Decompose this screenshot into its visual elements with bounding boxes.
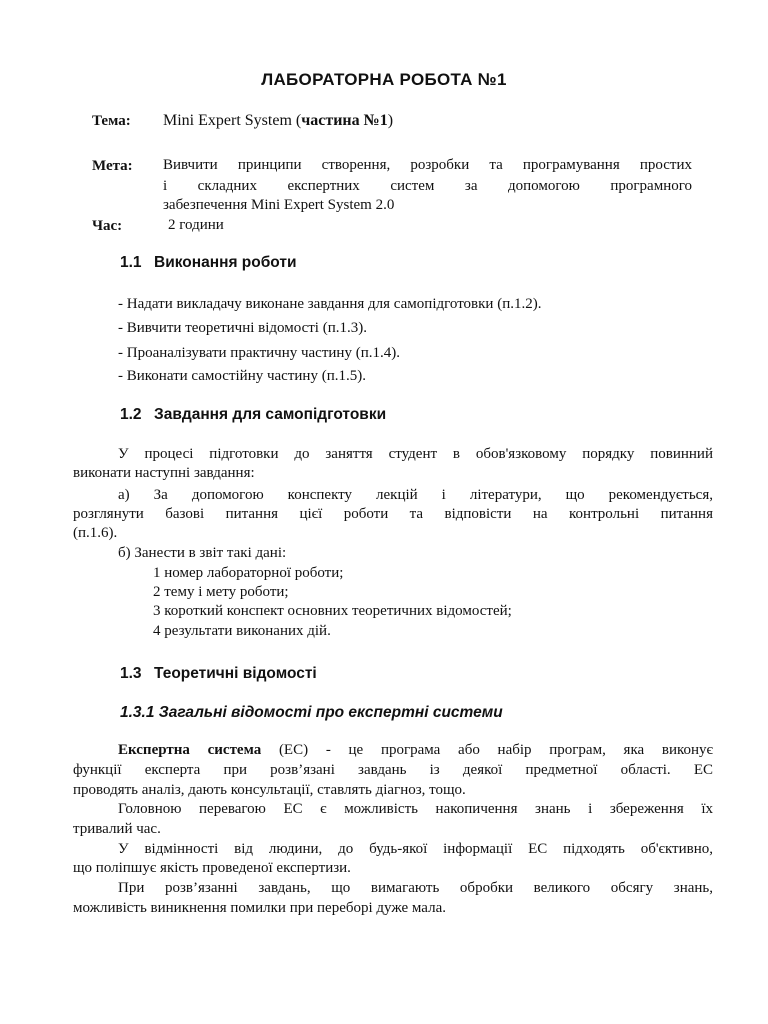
section-1-2-number: 1.2: [120, 406, 142, 423]
p4-line-2: можливість виникнення помилки при переборі дуже мала.: [73, 900, 446, 916]
section-1-1-number: 1.1: [120, 254, 142, 271]
tema-value-end: ): [387, 112, 394, 129]
list-item: - Проаналізувати практичну частину (п.1.4).: [118, 345, 400, 361]
chas-value: 2 години: [168, 217, 224, 233]
section-1-3-number: 1.3: [120, 665, 142, 682]
meta-line-3: забезпечення Mini Expert System 2.0: [163, 197, 395, 213]
section-1-1-heading: [120, 254, 297, 272]
list-item: - Вивчити теоретичні відомості (п.1.3).: [118, 320, 367, 336]
meta-label: Мета:: [92, 158, 133, 174]
term-expert-system: Експертна система: [118, 742, 262, 758]
list-item: 3 короткий конспект основних теоретичних відомостей;: [153, 603, 512, 619]
tema-value-normal: Mini Expert System (: [163, 112, 302, 129]
list-item: 1 номер лабораторної роботи;: [153, 565, 344, 581]
section-1-2-intro-line-2: виконати наступні завдання:: [73, 465, 255, 481]
list-item: 4 результати виконаних дій.: [153, 623, 331, 639]
p3-line-2: що поліпшує якість проведеної експертизи.: [73, 860, 351, 876]
section-1-3-heading: [120, 665, 317, 683]
p1-line-2: функції експерта при розв’язані завдань із деякої предметної області. ЕС: [73, 762, 713, 778]
meta-line-2: і складних експертних систем за допомогою програмного: [163, 178, 692, 194]
section-1-2-intro-line-1: У процесі підготовки до заняття студент в обов'язковому порядку повинний: [118, 446, 713, 462]
p4-line-1: При розв’язанні завдань, що вимагають обробки великого обсягу знань,: [118, 880, 713, 896]
p2-line-1: Головною перевагою ЕС є можливість накопичення знань і збереження їх: [118, 801, 713, 817]
list-item: - Виконати самостійну частину (п.1.5).: [118, 368, 366, 384]
section-1-2-heading: [120, 406, 386, 424]
meta-line-1: Вивчити принципи створення, розробки та програмування простих: [163, 157, 692, 173]
item-a-line-3: (п.1.6).: [73, 525, 118, 541]
p1-line-3: проводять аналіз, дають консультації, ставлять діагноз, тощо.: [73, 782, 466, 798]
section-1-3-title: Теоретичні відомості: [154, 665, 317, 682]
section-1-1-title: Виконання роботи: [154, 254, 297, 271]
list-item: 2 тему і мету роботи;: [153, 584, 289, 600]
tema-value: [163, 112, 393, 130]
section-1-3-1-heading: 1.3.1 Загальні відомості про експертні системи: [120, 704, 503, 721]
p3-line-1: У відмінності від людини, до будь-якої інформації ЕС підходять об'єктивно,: [118, 841, 713, 857]
list-item: - Надати викладачу виконане завдання для самопідготовки (п.1.2).: [118, 296, 542, 312]
p1-line-1: [118, 742, 713, 759]
section-1-2-title: Завдання для самопідготовки: [154, 406, 387, 423]
item-a-line-1: а) За допомогою конспекту лекцій і літератури, що рекомендується,: [118, 487, 713, 503]
tema-label: Тема:: [92, 113, 131, 129]
p2-line-2: тривалий час.: [73, 821, 161, 837]
item-a-line-2: розглянути базові питання цієї роботи та відповісти на контрольні питання: [73, 506, 713, 522]
tema-value-bold: частина №1: [301, 112, 388, 129]
item-b-line: б) Занести в звіт такі дані:: [118, 545, 287, 561]
chas-label: Час:: [92, 218, 123, 234]
document-title: ЛАБОРАТОРНА РОБОТА №1: [261, 70, 507, 89]
p1-line-1-rest: (ЕС) - це програма або набір програм, яка виконує: [261, 742, 713, 758]
